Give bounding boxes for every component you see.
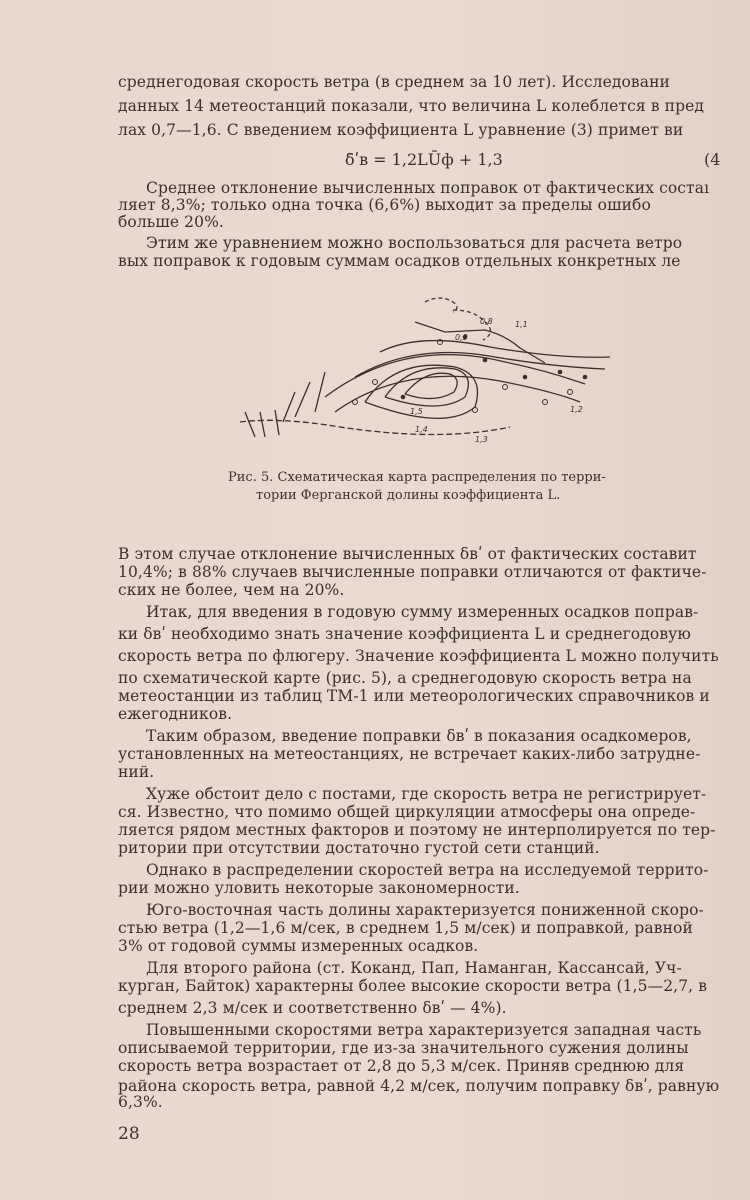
text-line: 3% от годовой суммы измеренных осадков. — [118, 937, 479, 955]
isoline-label: 1,2 — [570, 405, 583, 414]
station-point — [401, 395, 406, 400]
text-line: ний. — [118, 763, 155, 781]
station-point — [473, 408, 478, 413]
isoline-label: 0,8 — [480, 317, 493, 326]
text-line: района скорость ветра, равной 4,2 м/сек, получим поправку δвʹ, равную — [118, 1077, 720, 1095]
equation: δ̄ʹв = 1,2LŪф + 1,3 — [345, 150, 503, 169]
text-line: по схематической карте (рис. 5), а среднегодовую скорость ветра на — [118, 669, 692, 687]
figure-caption: тории Ферганской долины коэффициента L. — [256, 488, 561, 503]
text-line: Этим же уравнением можно воспользоваться для расчета ветро — [146, 234, 683, 252]
isoline — [425, 298, 457, 312]
text-line: ся. Известно, что помимо общей циркуляции атмосферы она опреде- — [118, 803, 696, 821]
text-line: Юго-восточная часть долины характеризуется пониженной скоро- — [146, 901, 704, 919]
isoline-label: 1,1 — [515, 320, 528, 329]
station-point — [583, 375, 588, 380]
text-line: ритории при отсутствии достаточно густой сети станций. — [118, 839, 600, 857]
station-point — [568, 390, 573, 395]
figure-caption: Рис. 5. Схематическая карта распределения по терри- — [228, 470, 606, 485]
text-line: рии можно уловить некоторые закономерности. — [118, 879, 520, 897]
station-point — [483, 358, 488, 363]
isoline — [240, 420, 510, 434]
text-line: Среднее отклонение вычисленных поправок от фактических состаı — [146, 179, 710, 197]
text-line: ки δвʹ необходимо знать значение коэффициента L и среднегодовую — [118, 625, 691, 643]
station-point — [353, 400, 358, 405]
text-line: установленных на метеостанциях, не встречает каких-либо затрудне- — [118, 745, 701, 763]
isoline-label: 0,9 — [455, 333, 468, 342]
text-line: скорость ветра возрастает от 2,8 до 5,3 м/сек. Приняв среднюю для — [118, 1057, 685, 1075]
text-line: 10,4%; в 88% случаев вычисленные поправки отличаются от фактиче- — [118, 563, 707, 581]
text-line: Для второго района (ст. Коканд, Пап, Наманган, Кассансай, Уч- — [146, 959, 682, 977]
station-point — [373, 380, 378, 385]
isoline-label: 1,3 — [475, 435, 488, 444]
text-line: описываемой территории, где из-за значительного сужения долины — [118, 1039, 689, 1057]
equation-number: (4 — [704, 150, 721, 169]
text-line: скорость ветра по флюгеру. Значение коэффициента L можно получить — [118, 647, 719, 665]
text-line: метеостанции из таблиц ТМ-1 или метеорологических справочников и — [118, 687, 710, 705]
text-line: данных 14 метеостанций показали, что величина L колеблется в пред — [118, 97, 705, 115]
station-point — [558, 370, 563, 375]
text-line: среднегодовая скорость ветра (в среднем за 10 лет). Исследовани — [118, 73, 670, 91]
text-line: Итак, для введения в годовую сумму измеренных осадков поправ- — [146, 603, 699, 621]
isoline-label: 1,5 — [410, 407, 423, 416]
text-line: ляется рядом местных факторов и поэтому не интерполируется по тер- — [118, 821, 716, 839]
text-line: ских не более, чем на 20%. — [118, 581, 345, 599]
text-line: Повышенными скоростями ветра характеризуется западная часть — [146, 1021, 702, 1039]
page-number: 28 — [118, 1124, 140, 1144]
station-point — [523, 375, 528, 380]
text-line: Таким образом, введение поправки δвʹ в показания осадкомеров, — [146, 727, 692, 745]
isoline-label: 1,4 — [415, 425, 428, 434]
text-line: вых поправок к годовым суммам осадков отдельных конкретных ле — [118, 252, 681, 270]
text-line: среднем 2,3 м/сек и соответственно δвʹ — 4%). — [118, 999, 507, 1017]
station-point — [543, 400, 548, 405]
isoline — [283, 372, 325, 422]
text-line: ежегодников. — [118, 705, 233, 723]
text-line: стью ветра (1,2—1,6 м/сек, в среднем 1,5 м/сек) и поправкой, равной — [118, 919, 693, 937]
isoline — [245, 410, 279, 437]
text-line: Однако в распределении скоростей ветра на исследуемой террито- — [146, 861, 709, 879]
text-line: ляет 8,3%; только одна точка (6,6%) выходит за пределы ошибо — [118, 196, 651, 214]
text-line: Хуже обстоит дело с постами, где скорость ветра не регистрирует- — [146, 785, 707, 803]
schematic-map-figure — [225, 282, 625, 452]
text-line: больше 20%. — [118, 213, 224, 231]
station-point — [503, 385, 508, 390]
text-line: В этом случае отклонение вычисленных δвʹ от фактических составит — [118, 545, 697, 563]
text-line: курган, Байток) характерны более высокие скорости ветра (1,5—2,7, в — [118, 977, 708, 995]
text-line: лах 0,7—1,6. С введением коэффициента L уравнение (3) примет ви — [118, 121, 684, 139]
text-line: 6,3%. — [118, 1093, 163, 1111]
